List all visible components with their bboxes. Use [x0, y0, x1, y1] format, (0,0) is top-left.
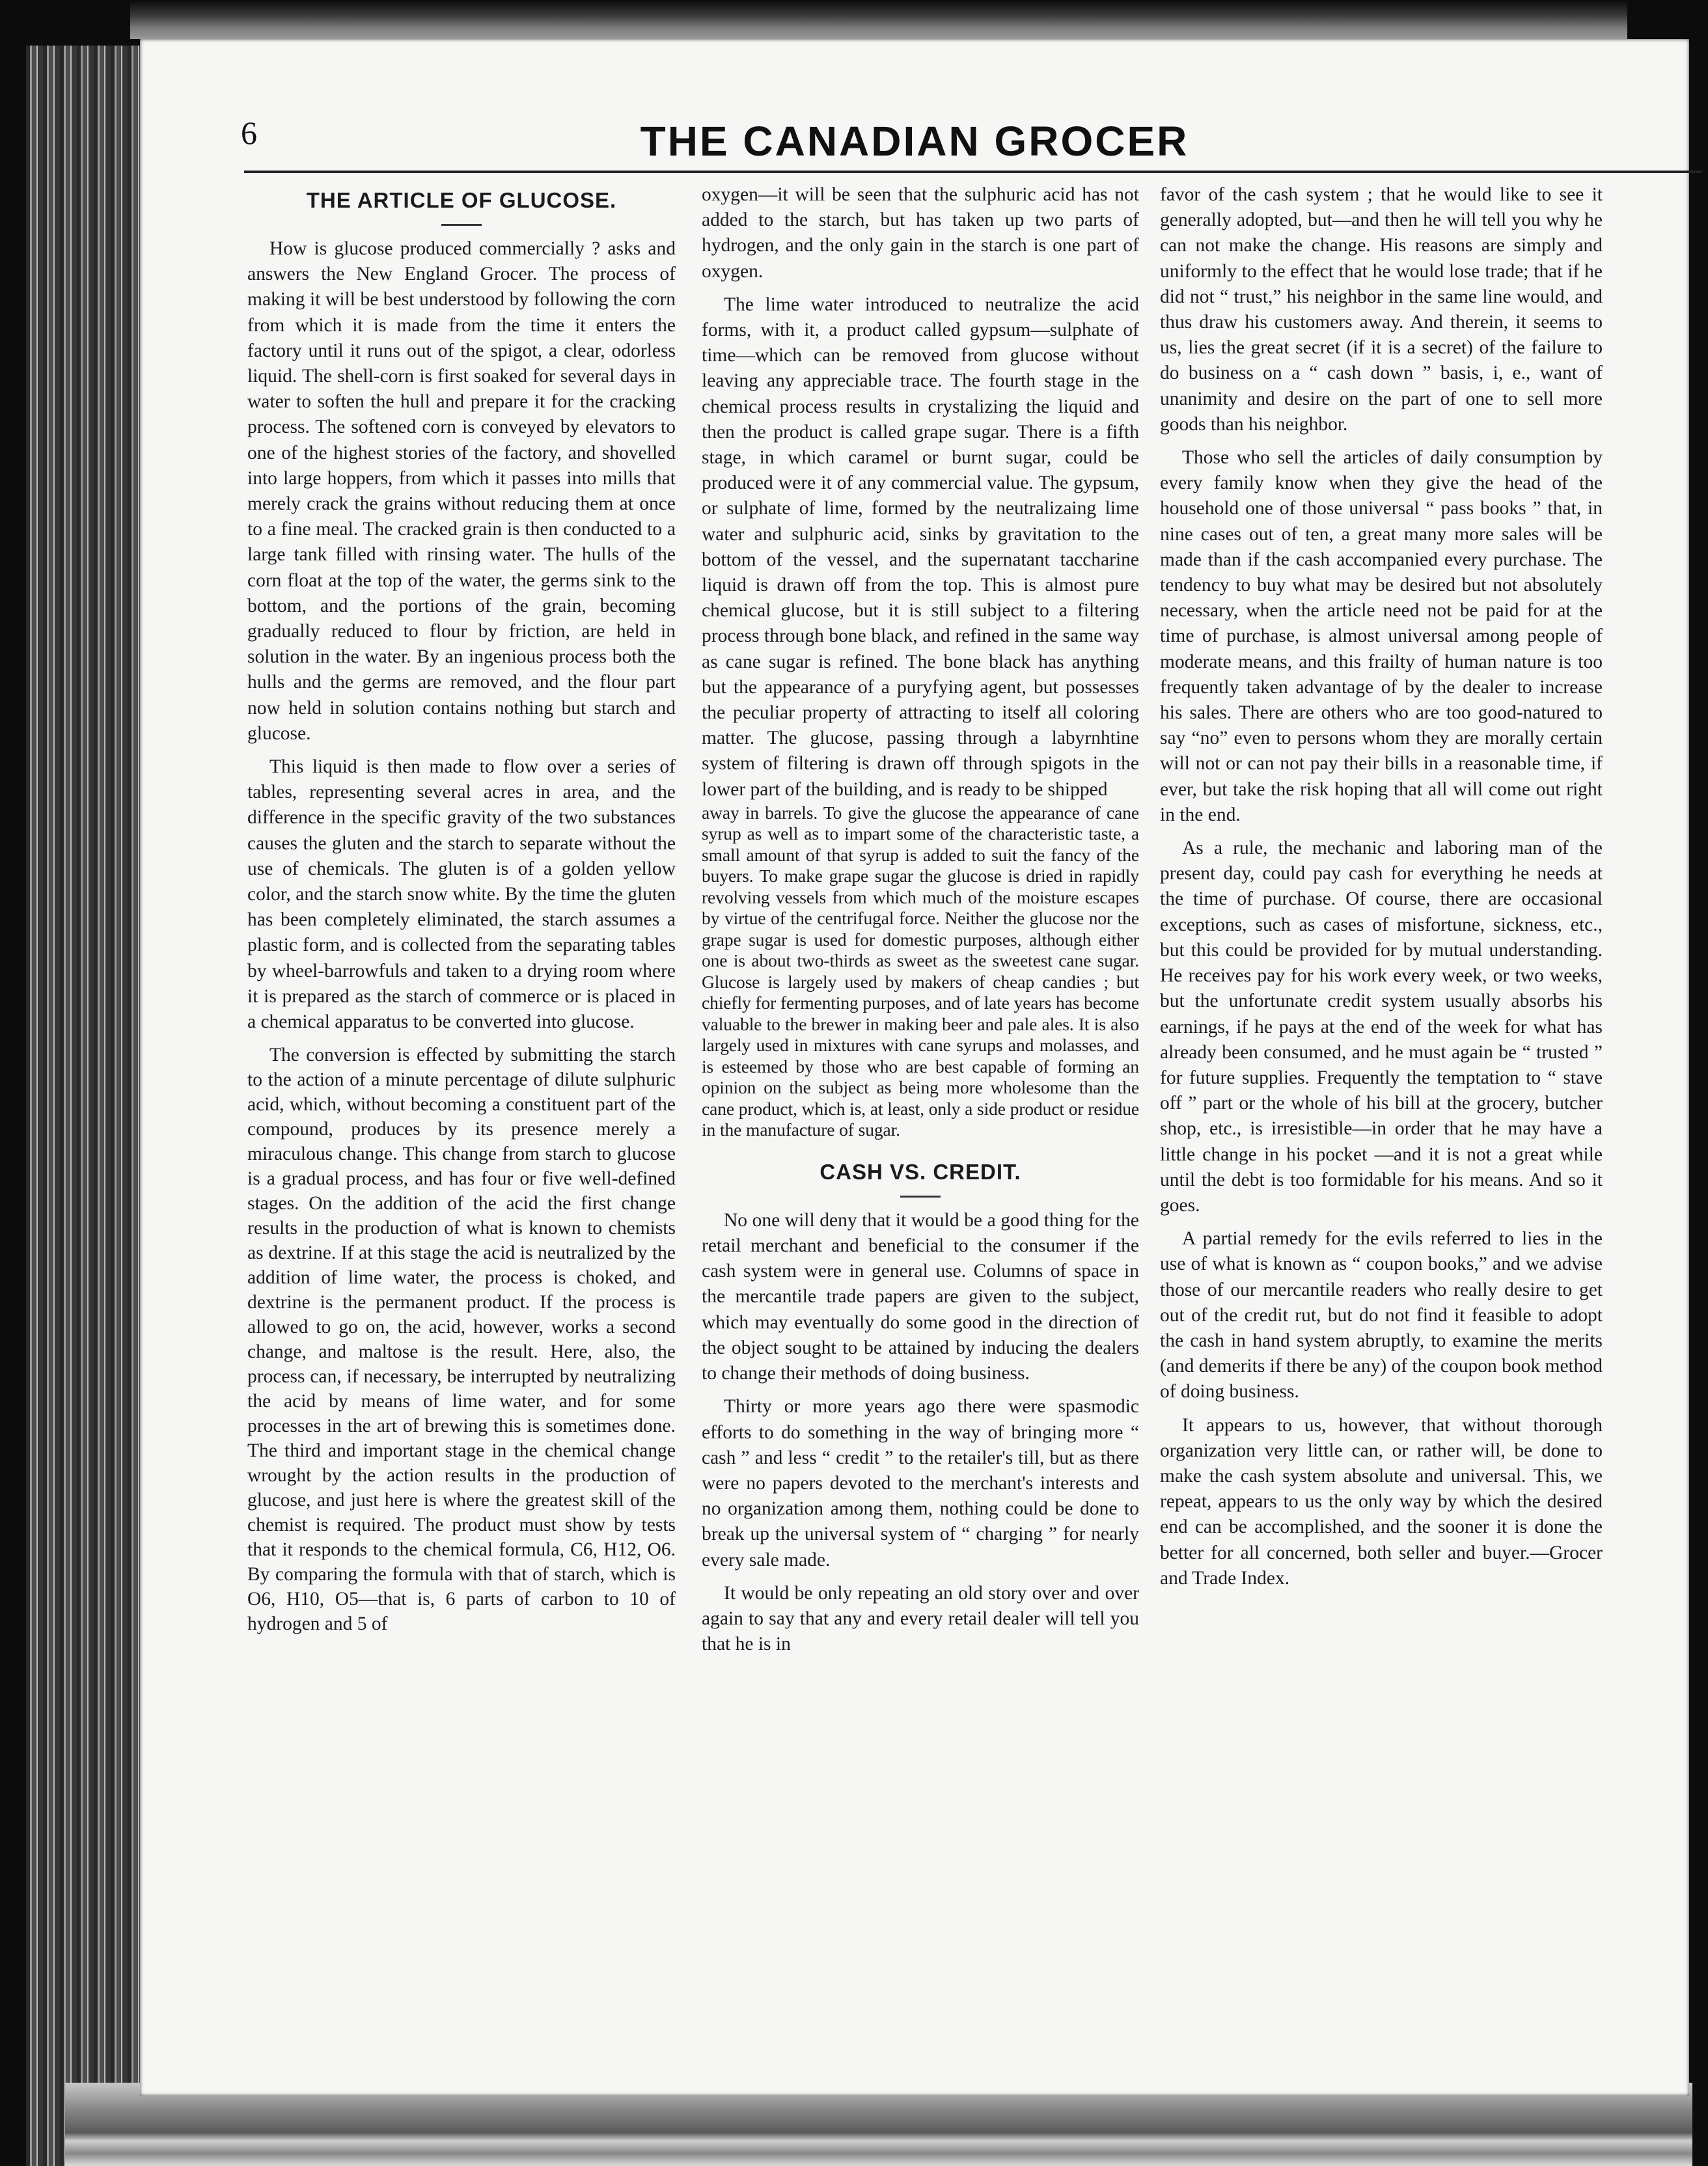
article-paragraph: No one will deny that it would be a good thing for the retail merchant and beneficial to the consumer if the cash system were in general use. Columns of space in the mercantile trade papers are given to the subject, which may eventually do some good in the direction of the object sought to be attained by inducing the dealers to change their methods of doing business. [702, 1209, 1139, 1384]
column-1 [247, 182, 676, 2070]
book-spine-top [130, 0, 1627, 39]
column-3 [1160, 182, 1603, 2070]
article-paragraph: oxygen—it will be seen that the sulphuric acid has not added to the starch, but has taken up two parts of hydrogen, and the only gain in the starch is one part of oxygen. [702, 184, 1139, 282]
heading-dash [441, 224, 482, 226]
article-heading-glucose: THE ARTICLE OF GLUCOSE. [306, 188, 617, 212]
article-paragraph: It would be only repeating an old story over and over again to say that any and every retail dealer will tell you that he is in [702, 1582, 1139, 1655]
article-paragraph: As a rule, the mechanic and laboring man of the present day, could pay cash for everything he needs at the time of purchase. Of course, there are occasional exceptions, such as cases of misfortune, sickness, etc., but this could be provided for by mutual understanding. He receives pay for his work every week, or two weeks, but the unfortunate credit system usually absorbs his earnings, if he pays at the end of the week for what has already been consumed, and he must again be “ trusted ” for future supplies. Frequently the temptation to “ stave off ” part or the whole of his bill at the grocery, butcher shop, etc., is irresistible—in order that he may have a little change in his pocket —and it is not a great while until the debt is too formidable for his means. And so it goes. [1160, 838, 1603, 1216]
header-rule [244, 171, 1702, 173]
article-paragraph: favor of the cash system ; that he would like to see it generally adopted, but—and then he will tell you why he can not make the change. His reasons are simply and uniformly to the effect that he would lose trade; that if he did not “ trust,” his neighbor in the same line would, and thus draw his customers away. And therein, it seems to us, lies the great secret (if it is a secret) of the failure to do business on a “ cash down ” basis, i, e., want of unanimity and desire on the part of one to sell more goods than his neighbor. [1160, 184, 1603, 435]
column-2 [702, 182, 1139, 2070]
article-paragraph: A partial remedy for the evils referred to lies in the use of what is known as “ coupon books,” and we advise those of our mercantile readers who really desire to get out of the credit rut, but do not find it feasible to adopt the cash in hand system abruptly, to examine the merits (and demerits if there be any) of the coupon book method of doing business. [1160, 1228, 1603, 1403]
article-paragraph: The lime water introduced to neutralize the acid forms, with it, a product called gypsum—sulphate of time—which can be removed from glucose without leaving any appreciable trace. The fourth stage in the chemical process results in crystalizing the liquid and then the product is called grape sugar. There is a fifth stage, in which caramel or burnt sugar, could be produced were it of any commercial value. The gypsum, or sulphate of lime, formed by the neutralizaing lime water and sulphuric acid, sinks by gravitation to the bottom of the vessel, and the supernatant taccharine liquid is drawn off from the top. This is almost pure chemical glucose, but it is still subject to a filtering process through bone black, and refined in the same way as cane sugar is refined. The bone black has anything but the appearance of a puryfying agent, but possesses the peculiar property of attracting to itself all coloring matter. The glucose, passing through a labyrnhtine system of filtering is drawn off through spigots in the lower part of the building, and is ready to be shipped [702, 294, 1139, 800]
article-heading-cash-credit: CASH VS. CREDIT. [820, 1159, 1021, 1184]
article-paragraph: Those who sell the articles of daily consumption by every family know when they give the head of the household one of those universal “ pass books ” that, in nine cases out of ten, a great many more sales will be made than if the cash accompanied every purchase. The tendency to buy what may be desired but not absolutely necessary, when the article need not be paid for at the time of purchase, is almost universal among people of moderate means, and this frailty of human nature is too frequently taken advantage of by the dealer to increase his sales. There are others who are too good-natured to say “no” even to persons whom they are morally certain will not or can not pay their bills in a reasonable time, if ever, but take the risk hoping that all will come out right in the end. [1160, 447, 1603, 825]
page-edges-left [26, 46, 150, 2166]
article-paragraph: Thirty or more years ago there were spasmodic efforts to do something in the way of bringing more “ cash ” and less “ credit ” to the retailer's till, but as there were no papers devoted to the merchant's interests and no organization among them, nothing could be done to break up the universal system of “ charging ” for nearly every sale made. [702, 1396, 1139, 1570]
masthead-title: THE CANADIAN GROCER [640, 118, 1189, 165]
newspaper-page [140, 39, 1689, 2096]
article-paragraph: The conversion is effected by submitting the starch to the action of a minute percentage of dilute sulphuric acid, which, without becoming a constituent part of the compound, produces by its presence merely a miraculous change. This change from starch to glucose is a gradual process, and has four or five well-defined stages. On the addition of the acid the first change results in the production of what is known to chemists as dextrine. If at this stage the acid is neutralized by the addition of lime water, the process is choked, and dextrine is the permanent product. If the process is allowed to go on, the acid, however, works a second change, and maltose is the result. Here, also, the process can, if necessary, be interrupted by neutralizing the acid by means of lime water, and for some processes in the art of brewing this is sometimes done. The third and important stage in the chemical change wrought by the action results in the production of glucose, and just here is where the greatest skill of the chemist is required. The product must show by tests that it responds to the chemical formula, C6, H12, O6. By comparing the formula with that of starch, which is O6, H10, O5—that is, 6 parts of carbon to 10 of hydrogen and 5 of [247, 1045, 676, 1635]
article-paragraph: How is glucose produced commercially ? asks and answers the New England Grocer. The process of making it will be best understood by following the corn from which it is made from the time it enters the factory until it runs out of the spigot, a clear, odorless liquid. The shell-corn is first soaked for several days in water to soften the hull and prepare it for the cracking process. The softened corn is conveyed by elevators to one of the highest stories of the factory, and shovelled into large hoppers, from which it passes into mills that merely crack the grains without reducing them at once to a fine meal. The cracked grain is then conducted to a large tank filled with rinsing water. The hulls of the corn float at the top of the water, the germs sink to the bottom, and the portions of the grain, becoming gradually reduced to flour by friction, are held in solution in the water. By an ingenious process both the hulls and the germs are removed, and the flour part now held in solution contains nothing but starch and glucose. [247, 238, 676, 744]
page-number: 6 [241, 115, 257, 151]
article-paragraph: It appears to us, however, that without thorough organization very little can, or rather will, be done to make the cash system absolute and universal. This, we repeat, appears to us the only way by which the desired end can be accomplished, and the sooner it is done the better for all concerned, both seller and buyer.—Grocer and Trade Index. [1160, 1414, 1603, 1589]
article-paragraph: away in barrels. To give the glucose the appearance of cane syrup as well as to impart some of the characteristic taste, a small amount of that syrup is added to suit the fancy of the buyers. To make grape sugar the glucose is dried in rapidly revolving vessels from which much of the moisture escapes by virtue of the centrifugal force. Neither the glucose nor the grape sugar is used for domestic purposes, although either one is about two-thirds as sweet as the sweetest cane sugar. Glucose is largely used by makers of cheap candies ; but chiefly for fermenting purposes, and of late years has become valuable to the brewer in making beer and pale ales. It is also largely used in mixtures with cane syrups and molasses, and is esteemed by those who are best capable of forming an opinion on the subject as being more wholesome than the cane product, which is, at least, only a side product or residue in the manufacture of sugar. [702, 802, 1139, 1140]
heading-dash [900, 1196, 941, 1198]
article-paragraph: This liquid is then made to flow over a series of tables, representing several acres in area, and the difference in the specific gravity of the two substances causes the gluten and the starch to separate without the use of chemicals. The gluten is of a golden yellow color, and the starch snow white. By the time the gluten has been completely eliminated, the starch assumes a plastic form, and is collected from the separating tables by wheel-barrowfuls and taken to a drying room where it is prepared as the starch of commerce or is placed in a chemical apparatus to be converted into glucose. [247, 756, 676, 1033]
